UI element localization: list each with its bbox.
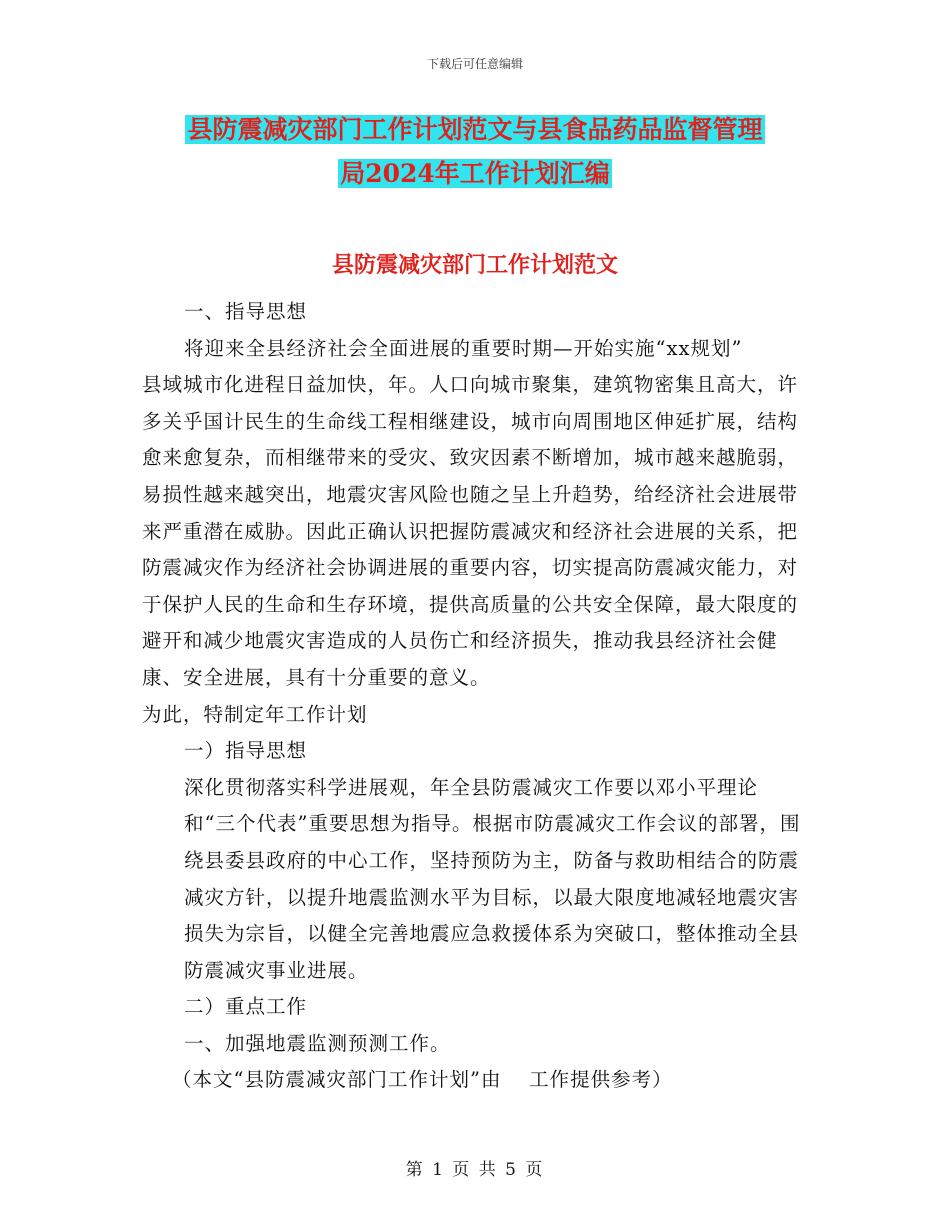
paragraph-4: 深化贯彻落实科学进展观，年全县防震减灾工作要以邓小平理论和“三个代表”重要思想为指导。根据市防震减灾工作会议的部署，围绕县委县政府的中心工作，坚持预防为主，防备与救助相结合的防震减灾方针，以提升地震监测水平为目标，以最大限度地减轻地震灾害损失为宗旨，以健全完善地震应急救援体系为突破口，整体推动全县防震减灾事业进展。 [184,775,801,982]
paragraph-2: 县域城市化进程日益加快，年。人口向城市聚集，建筑物密集且高大，许多关乎国计民生的生命线工程相继建设，城市向周围地区伸延扩展，结构愈来愈复杂，而相继带来的受灾、致灾因素不断增加，城市越来越脆弱，易损性越来越突出，地震灾害风险也随之呈上升趋势，给经济社会进展带来严重潜在威胁。因此正确认识把握防震减灾和经济社会进展的关系，把防震减灾作为经济社会协调进展的重要内容，切实提高防震减灾能力，对于保护人民的生命和生存环境，提供高质量的公共安全保障，最大限度的避开和减少地震灾害造成的人员伤亡和经济损失，推动我县经济社会健康、安全进展，具有十分重要的意义。 [142,373,799,689]
subheading-guiding-ideology: 一）指导思想 [184,739,308,763]
paragraph-1: 将迎来全县经济社会全面进展的重要时期—开始实施“xx规划” [184,336,743,360]
list-item-monitoring: 一、加强地震监测预测工作。 [184,1031,451,1055]
title-line-1: 县防震减灾部门工作计划范文与县食品药品监督管理 [187,115,763,144]
paragraph-3: 为此，特制定年工作计划 [142,702,368,726]
header-note: 下载后可任意编辑 [426,57,523,71]
document-title [0,108,950,196]
heading-guiding-ideology: 一、指导思想 [184,300,308,323]
source-note: （本文“县防震减灾部门工作计划”由 工作提供参考） [172,1068,673,1092]
title-line-2: 局2024年工作计划汇编 [340,159,610,188]
subheading-key-work: 二）重点工作 [184,995,308,1019]
page-footer: 第 1 页 共 5 页 [405,1160,545,1180]
section-title: 县防震减灾部门工作计划范文 [331,252,618,278]
document-body [142,294,808,1099]
